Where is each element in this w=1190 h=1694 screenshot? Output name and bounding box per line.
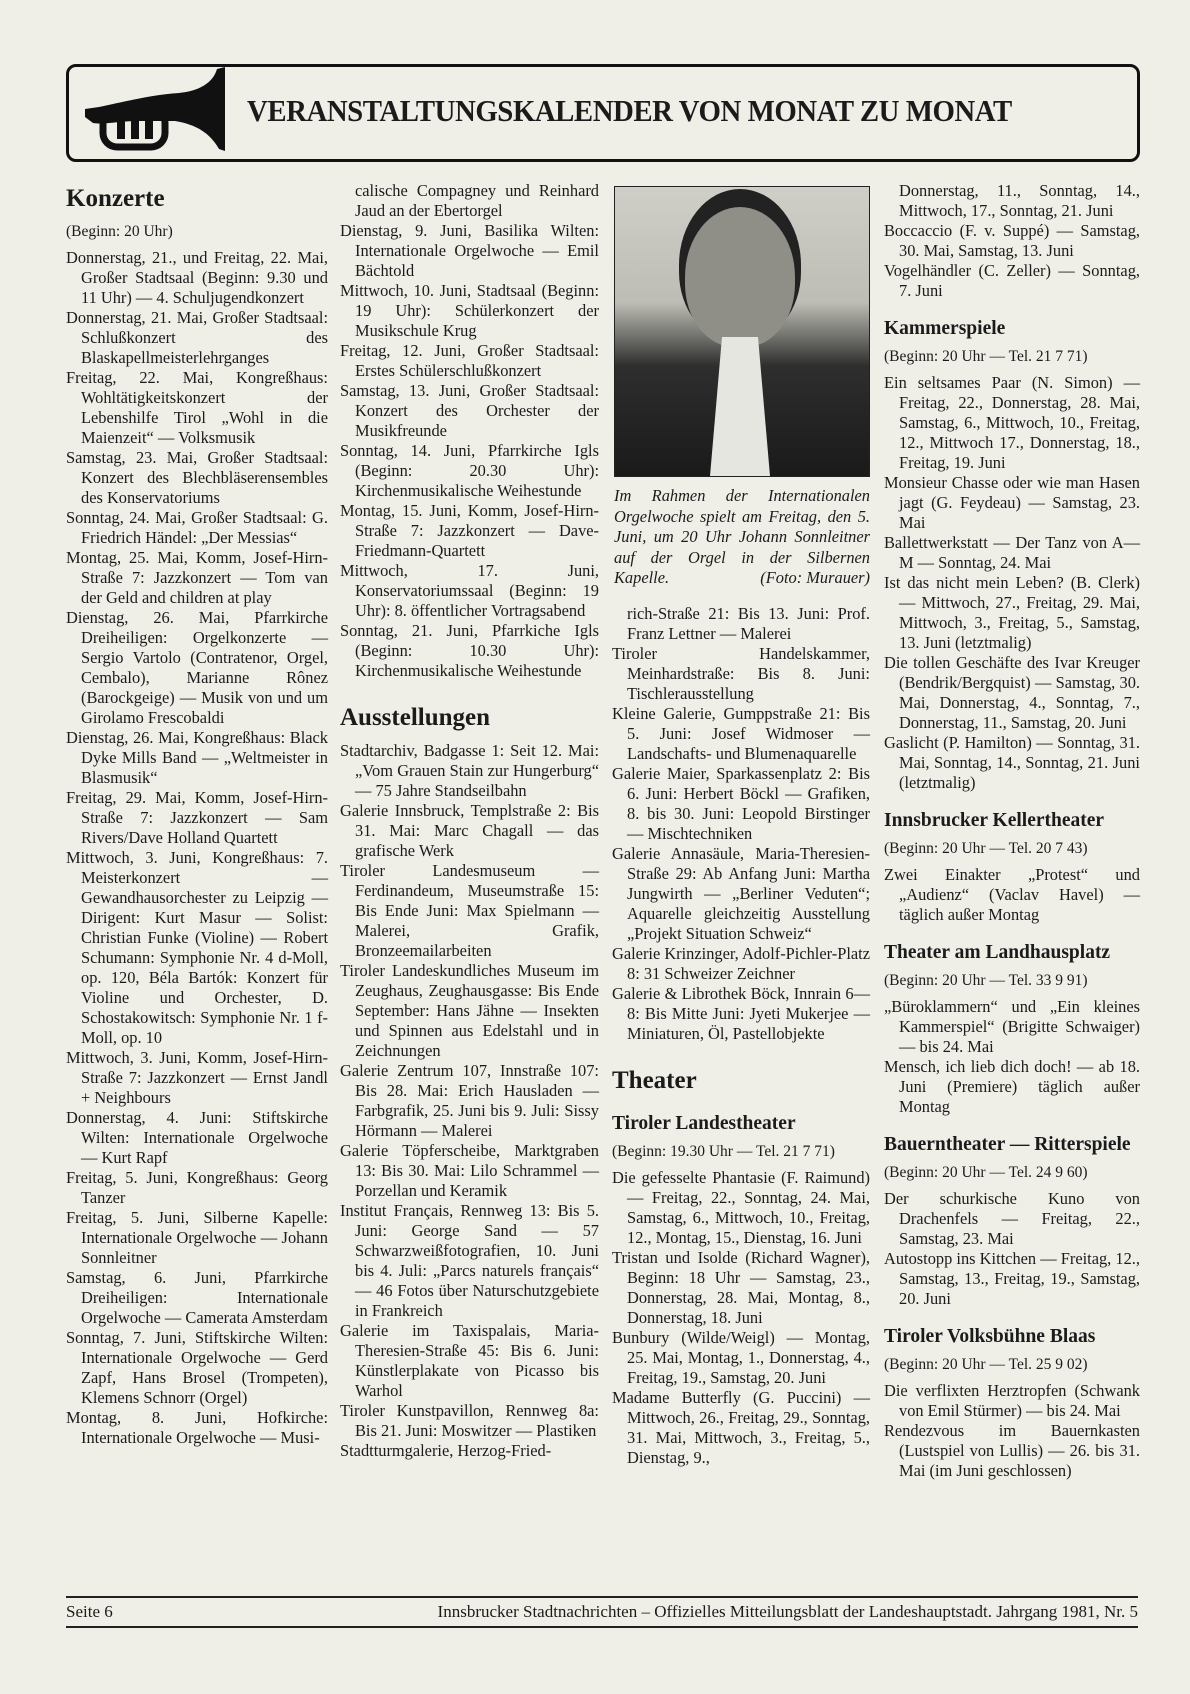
- event-entry: Sonntag, 7. Juni, Stiftskirche Wilten: Internationale Orgelwoche — Gerd Zapf, Hans Brosel (Trompeten), Klemens Schnorr (Orgel): [66, 1328, 328, 1407]
- event-entry: Rendezvous im Bauernkasten (Lustspiel von Lullis) — 26. bis 31. Mai (im Juni geschlossen): [884, 1421, 1140, 1480]
- event-entry: Donnerstag, 4. Juni: Stiftskirche Wilten: Internationale Orgelwoche — Kurt Rapf: [66, 1108, 328, 1167]
- section-banner: [66, 64, 1140, 162]
- event-entry: Boccaccio (F. v. Suppé) — Samstag, 30. Mai, Samstag, 13. Juni: [884, 221, 1140, 260]
- venue-heading: Theater am Landhausplatz: [884, 942, 1111, 963]
- event-entry: Freitag, 5. Juni, Silberne Kapelle: Internationale Orgelwoche — Johann Sonnleitner: [66, 1208, 328, 1267]
- event-entry: Kleine Galerie, Gumppstraße 21: Bis 5. Juni: Josef Widmoser — Landschafts- und Blumenaquarelle: [612, 704, 870, 763]
- event-entry: Die gefesselte Phantasie (F. Raimund) — Freitag, 22., Sonntag, 24. Mai, Samstag, 6., Mittwoch, 10., Freitag, 12., Montag, 15., Dienstag, 16. Juni: [612, 1168, 870, 1247]
- venue-info: (Beginn: 19.30 Uhr — Tel. 21 7 71): [612, 1143, 835, 1160]
- event-entry: Galerie Maier, Sparkassenplatz 2: Bis 6. Juni: Herbert Böckl — Grafiken, 8. bis 30. Juni: Leopold Birstinger — Mischtechniken: [612, 764, 870, 843]
- event-entry: Galerie Töpferscheibe, Marktgraben 13: Bis 30. Mai: Lilo Schrammel — Porzellan und Keramik: [340, 1141, 599, 1200]
- photo-johann-sonnleitner: [614, 186, 870, 477]
- photo-caption: [614, 486, 870, 589]
- event-entry: Mittwoch, 10. Juni, Stadtsaal (Beginn: 19 Uhr): Schülerkonzert der Musikschule Krug: [340, 281, 599, 340]
- event-entry: Montag, 25. Mai, Komm, Josef-Hirn-Straße 7: Jazzkonzert — Tom van der Geld and children at play: [66, 548, 328, 607]
- event-entry-continued: rich-Straße 21: Bis 13. Juni: Prof. Franz Lettner — Malerei: [627, 604, 870, 643]
- photo-portrait-shirt: [710, 337, 770, 476]
- event-entry: Dienstag, 26. Mai, Pfarrkirche Dreiheiligen: Orgelkonzerte — Sergio Vartolo (Contratenor, Orgel, Cembalo), Marianne Rônez (Barockgeige) — Musik von und um Girolamo Frescobaldi: [66, 608, 328, 727]
- event-entry: Tiroler Landesmuseum — Ferdinandeum, Museumstraße 15: Bis Ende Juni: Max Spielmann — Malerei, Grafik, Bronzeemailarbeiten: [340, 861, 599, 960]
- section-heading: Ausstellungen: [340, 704, 491, 731]
- event-entry: Samstag, 13. Juni, Großer Stadtsaal: Konzert des Orchester der Musikfreunde: [340, 381, 599, 440]
- column-concerts-exhibitions: [340, 181, 599, 1461]
- event-entry: Institut Français, Rennweg 13: Bis 5. Juni: George Sand — 57 Schwarzweißfotografien, 10. Juni bis 4. Juli: „Parcs naturels français“ — 46 Fotos über Naturschutzgebiete in Frankreich: [340, 1201, 599, 1320]
- venue-heading: Bauerntheater — Ritterspiele: [884, 1134, 1131, 1155]
- event-entry: Tiroler Handelskammer, Meinhardstraße: Bis 8. Juni: Tischlerausstellung: [612, 644, 870, 703]
- event-entry: Freitag, 22. Mai, Kongreßhaus: Wohltätigkeitskonzert der Lebenshilfe Tirol „Wohl in die Maienzeit“ — Volksmusik: [66, 368, 328, 447]
- event-entry: Sonntag, 14. Juni, Pfarrkirche Igls (Beginn: 20.30 Uhr): Kirchenmusikalische Weihestunde: [340, 441, 599, 500]
- venue-heading: Kammerspiele: [884, 318, 1006, 339]
- event-entry: Tiroler Kunstpavillon, Rennweg 8a: Bis 21. Juni: Moswitzer — Plastiken: [340, 1401, 599, 1440]
- event-entry-continued: calische Compagney und Reinhard Jaud an der Ebertorgel: [355, 181, 599, 220]
- column-concerts: [66, 182, 328, 1448]
- event-entry: Vogelhändler (C. Zeller) — Sonntag, 7. Juni: [884, 261, 1140, 300]
- publication-line: Innsbrucker Stadtnachrichten – Offizielles Mitteilungsblatt der Landeshauptstadt. Jahrgang 1981, Nr. 5: [437, 1602, 1138, 1621]
- tuba-icon: [79, 65, 239, 155]
- event-entry: Mittwoch, 3. Juni, Kongreßhaus: 7. Meisterkonzert — Gewandhausorchester zu Leipzig — Dirigent: Kurt Masur — Solist: Christian Funke (Violine) — Robert Schumann: Symphonie Nr. 4 d-Moll, op. 120, Béla Bartók: Konzert für Violine und Orchester, D. Schostakowitsch: Symphonie Nr. 1 f-Moll, op. 10: [66, 848, 328, 1047]
- caption-text: Im Rahmen der Internationalen Orgelwoche spielt am Freitag, den 5. Juni, um 20 Uhr Johann Sonnleitner auf der Orgel in der Silbernen Kapelle.: [614, 486, 870, 587]
- event-entry: Stadtarchiv, Badgasse 1: Seit 12. Mai: „Vom Grauen Stain zur Hungerburg“ — 75 Jahre Standseilbahn: [340, 741, 599, 800]
- event-entry: Ein seltsames Paar (N. Simon) — Freitag, 22., Donnerstag, 28. Mai, Samstag, 6., Mittwoch, 10., Freitag, 12., Mittwoch 17., Donnerstag, 18., Freitag, 19. Juni: [884, 373, 1140, 472]
- event-entry: Ist das nicht mein Leben? (B. Clerk) — Mittwoch, 27., Freitag, 29. Mai, Mittwoch, 3., Freitag, 5., Samstag, 13. Juni (letztmalig): [884, 573, 1140, 652]
- column-theater: [884, 181, 1140, 1481]
- event-entry: Die verflixten Herztropfen (Schwank von Emil Stürmer) — bis 24. Mai: [884, 1381, 1140, 1420]
- event-entry: Autostopp ins Kittchen — Freitag, 12., Samstag, 13., Freitag, 19., Samstag, 20. Juni: [884, 1249, 1140, 1308]
- event-entry: Dienstag, 9. Juni, Basilika Wilten: Internationale Orgelwoche — Emil Bächtold: [340, 221, 599, 280]
- event-entry: „Büroklammern“ und „Ein kleines Kammerspiel“ (Brigitte Schwaiger) — bis 24. Mai: [884, 997, 1140, 1056]
- venue-info: (Beginn: 20 Uhr — Tel. 20 7 43): [884, 840, 1088, 857]
- event-entry: Mittwoch, 3. Juni, Komm, Josef-Hirn-Straße 7: Jazzkonzert — Ernst Jandl + Neighbours: [66, 1048, 328, 1107]
- banner-title: VERANSTALTUNGSKALENDER VON MONAT ZU MONAT: [247, 93, 1012, 128]
- page-number: Seite 6: [66, 1602, 113, 1621]
- event-entry: Montag, 15. Juni, Komm, Josef-Hirn-Straße 7: Jazzkonzert — Dave-Friedmann-Quartett: [340, 501, 599, 560]
- event-entry: Stadtturmgalerie, Herzog-Fried-: [340, 1441, 552, 1460]
- event-entry: Galerie Innsbruck, Templstraße 2: Bis 31. Mai: Marc Chagall — das grafische Werk: [340, 801, 599, 860]
- section-heading: Konzerte: [66, 185, 165, 212]
- event-entry: Monsieur Chasse oder wie man Hasen jagt (G. Feydeau) — Samstag, 23. Mai: [884, 473, 1140, 532]
- event-entry: Mensch, ich lieb dich doch! — ab 18. Juni (Premiere) täglich außer Montag: [884, 1057, 1140, 1116]
- event-entry: Zwei Einakter „Protest“ und „Audienz“ (Vaclav Havel) — täglich außer Montag: [884, 865, 1140, 924]
- event-entry-continued: Donnerstag, 11., Sonntag, 14., Mittwoch, 17., Sonntag, 21. Juni: [899, 181, 1140, 220]
- venue-info: (Beginn: 20 Uhr): [66, 223, 173, 240]
- event-entry: Galerie & Librothek Böck, Innrain 6—8: Bis Mitte Juni: Jyeti Mukerjee — Miniaturen, Öl, Pastellobjekte: [612, 984, 870, 1043]
- venue-heading: Innsbrucker Kellertheater: [884, 810, 1105, 831]
- event-entry: Galerie Annasäule, Maria-Theresien-Straße 29: Ab Anfang Juni: Martha Jungwirth — „Berliner Veduten“; Aquarelle gleichzeitig Ausstellung „Projekt Situation Schweiz“: [612, 844, 870, 943]
- event-entry: Galerie Krinzinger, Adolf-Pichler-Platz 8: 31 Schweizer Zeichner: [612, 944, 870, 983]
- event-entry: Madame Butterfly (G. Puccini) — Mittwoch, 26., Freitag, 29., Sonntag, 31. Mai, Mittwoch, 3., Freitag, 5., Dienstag, 9.,: [612, 1388, 870, 1467]
- venue-heading: Tiroler Volksbühne Blaas: [884, 1326, 1096, 1347]
- event-entry: Samstag, 6. Juni, Pfarrkirche Dreiheiligen: Internationale Orgelwoche — Camerata Amsterdam: [66, 1268, 328, 1327]
- event-entry: Sonntag, 24. Mai, Großer Stadtsaal: G. Friedrich Händel: „Der Messias“: [66, 508, 328, 547]
- event-entry: Sonntag, 21. Juni, Pfarrkiche Igls (Beginn: 10.30 Uhr): Kirchenmusikalische Weihestunde: [340, 621, 599, 680]
- column-exhibitions-theater: [612, 604, 870, 1468]
- event-entry: Freitag, 29. Mai, Komm, Josef-Hirn-Straße 7: Jazzkonzert — Sam Rivers/Dave Holland Quartett: [66, 788, 328, 847]
- event-entry: Tiroler Landeskundliches Museum im Zeughaus, Zeughausgasse: Bis Ende September: Hans Jähne — Insekten und Spinnen aus Edelstahl und in Zeichnungen: [340, 961, 599, 1060]
- event-entry: Montag, 8. Juni, Hofkirche: Internationale Orgelwoche — Musi-: [66, 1408, 328, 1447]
- venue-info: (Beginn: 20 Uhr — Tel. 25 9 02): [884, 1356, 1088, 1373]
- event-entry: Der schurkische Kuno von Drachenfels — Freitag, 22., Samstag, 23. Mai: [884, 1189, 1140, 1248]
- event-entry: Bunbury (Wilde/Weigl) — Montag, 25. Mai, Montag, 1., Donnerstag, 4., Freitag, 19., Samstag, 20. Juni: [612, 1328, 870, 1387]
- venue-heading: Tiroler Landestheater: [612, 1113, 796, 1134]
- event-entry: Galerie Zentrum 107, Innstraße 107: Bis 28. Mai: Erich Hausladen — Farbgrafik, 25. Juni bis 9. Juli: Sissy Hörmann — Malerei: [340, 1061, 599, 1140]
- event-entry: Tristan und Isolde (Richard Wagner), Beginn: 18 Uhr — Samstag, 23., Donnerstag, 28. Mai, Montag, 8., Donnerstag, 18. Juni: [612, 1248, 870, 1327]
- event-entry: Donnerstag, 21. Mai, Großer Stadtsaal: Schlußkonzert des Blaskapellmeisterlehrganges: [66, 308, 328, 367]
- event-entry: Freitag, 12. Juni, Großer Stadtsaal: Erstes Schülerschlußkonzert: [340, 341, 599, 380]
- venue-info: (Beginn: 20 Uhr — Tel. 33 9 91): [884, 972, 1088, 989]
- event-entry: Donnerstag, 21., und Freitag, 22. Mai, Großer Stadtsaal (Beginn: 9.30 und 11 Uhr) — 4. Schuljugendkonzert: [66, 248, 328, 307]
- venue-info: (Beginn: 20 Uhr — Tel. 21 7 71): [884, 348, 1088, 365]
- event-entry: Galerie im Taxispalais, Maria-Theresien-Straße 45: Bis 6. Juni: Künstlerplakate von Picasso bis Warhol: [340, 1321, 599, 1400]
- event-entry: Mittwoch, 17. Juni, Konservatoriumssaal (Beginn: 19 Uhr): 8. öffentlicher Vortragsabend: [340, 561, 599, 620]
- photo-credit: (Foto: Murauer): [760, 568, 870, 587]
- event-entry: Dienstag, 26. Mai, Kongreßhaus: Black Dyke Mills Band — „Weltmeister in Blasmusik“: [66, 728, 328, 787]
- photo-portrait-head: [685, 207, 795, 347]
- event-entry: Ballettwerkstatt — Der Tanz von A—M — Sonntag, 24. Mai: [884, 533, 1140, 572]
- event-entry: Samstag, 23. Mai, Großer Stadtsaal: Konzert des Blechbläserensembles des Konservatoriums: [66, 448, 328, 507]
- event-entry: Gaslicht (P. Hamilton) — Sonntag, 31. Mai, Sonntag, 14., Sonntag, 21. Juni (letztmalig): [884, 733, 1140, 792]
- venue-info: (Beginn: 20 Uhr — Tel. 24 9 60): [884, 1164, 1088, 1181]
- page-footer: [66, 1596, 1138, 1628]
- event-entry: Die tollen Geschäfte des Ivar Kreuger (Bendrik/Bergquist) — Samstag, 30. Mai, Donnerstag, 4., Sonntag, 7., Donnerstag, 11., Samstag, 20. Juni: [884, 653, 1140, 732]
- event-entry: Freitag, 5. Juni, Kongreßhaus: Georg Tanzer: [66, 1168, 328, 1207]
- section-heading: Theater: [612, 1067, 697, 1094]
